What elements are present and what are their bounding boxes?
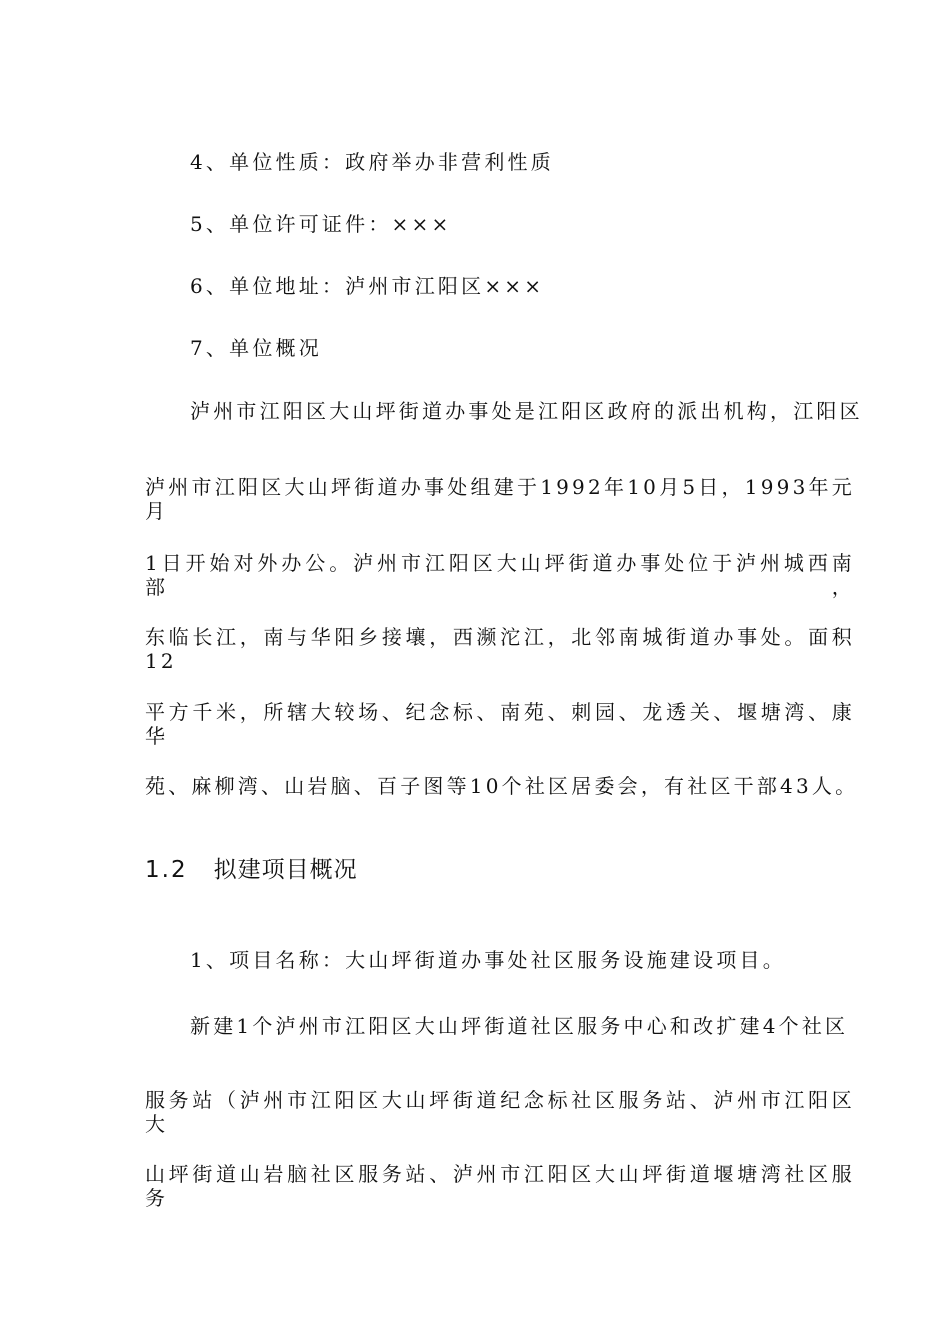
- project-line-3: 山坪街道山岩脑社区服务站、泸州市江阳区大山坪街道堰塘湾社区服务: [145, 1162, 855, 1210]
- section-title: 拟建项目概况: [213, 857, 358, 883]
- overview-line-4: 东临长江，南与华阳乡接壤，西濒沱江，北邻南城街道办事处。面积12: [145, 625, 855, 673]
- project-line-1: 新建1个泸州市江阳区大山坪街道社区服务中心和改扩建4个社区: [190, 1014, 849, 1038]
- overview-line-1: 泸州市江阳区大山坪街道办事处是江阳区政府的派出机构，江阳区: [190, 399, 863, 423]
- overview-line-3: 1日开始对外办公。泸州市江阳区大山坪街道办事处位于泸州城西南部，: [145, 551, 855, 599]
- overview-line-6: 苑、麻柳湾、山岩脑、百子图等10个社区居委会，有社区干部43人。: [145, 774, 859, 798]
- section-heading: [145, 856, 358, 884]
- overview-line-5: 平方千米，所辖大较场、纪念标、南苑、刺园、龙透关、堰塘湾、康华: [145, 700, 855, 748]
- overview-line-2: 泸州市江阳区大山坪街道办事处组建于1992年10月5日，1993年元月: [145, 475, 855, 523]
- unit-license-item: 5、单位许可证件：×××: [190, 212, 452, 236]
- project-line-2: 服务站（泸州市江阳区大山坪街道纪念标社区服务站、泸州市江阳区大: [145, 1088, 855, 1136]
- project-name-item: 1、项目名称：大山坪街道办事处社区服务设施建设项目。: [190, 948, 786, 972]
- unit-nature-item: 4、单位性质：政府举办非营利性质: [190, 150, 554, 174]
- unit-overview-item: 7、单位概况: [190, 336, 322, 360]
- unit-address-item: 6、单位地址：泸州市江阳区×××: [190, 274, 545, 298]
- section-number: 1.2: [145, 857, 188, 883]
